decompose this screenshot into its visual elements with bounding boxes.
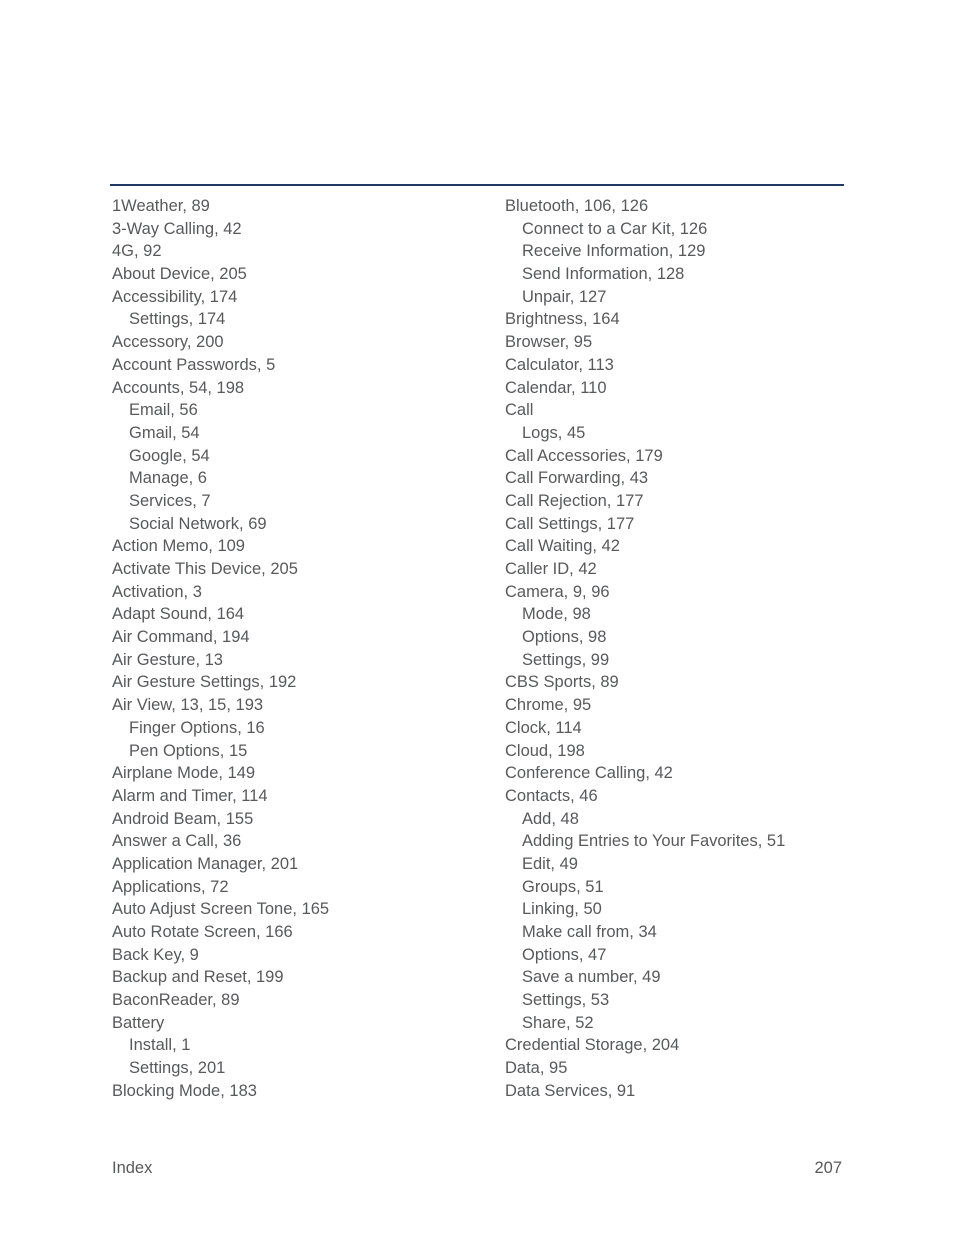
index-entry: Battery [112, 1013, 165, 1032]
index-entry: Calculator, 113 [505, 355, 614, 374]
index-entry: Call Forwarding, 43 [505, 469, 649, 488]
index-entry: Applications, 72 [112, 877, 229, 896]
index-subentry: Make call from, 34 [522, 923, 657, 941]
index-subentry: Share, 52 [522, 1013, 594, 1032]
index-subentry: Logs, 45 [522, 423, 586, 442]
index-entry: Application Manager, 201 [112, 854, 299, 873]
index-column-right [505, 195, 785, 1103]
index-entry: CBS Sports, 89 [505, 673, 619, 692]
index-subentry: Finger Options, 16 [129, 718, 265, 737]
index-entry: Airplane Mode, 149 [112, 764, 256, 783]
index-subentry: Services, 7 [129, 491, 211, 510]
index-entry: Accessory, 200 [112, 333, 224, 352]
index-subentry: Pen Options, 15 [129, 741, 248, 760]
index-entry: Call Settings, 177 [505, 514, 635, 533]
index-subentry: Options, 47 [522, 945, 607, 964]
index-entry: Accessibility, 174 [112, 287, 238, 306]
header-rule [110, 184, 844, 186]
index-subentry: Options, 98 [522, 628, 607, 647]
index-subentry: Manage, 6 [129, 469, 207, 488]
index-entry: Accounts, 54, 198 [112, 378, 245, 397]
index-subentry: Email, 56 [129, 401, 198, 420]
index-entry: Answer a Call, 36 [112, 832, 242, 851]
index-subentry: Social Network, 69 [129, 514, 267, 533]
index-entry: About Device, 205 [112, 265, 247, 284]
index-subentry: Gmail, 54 [129, 423, 200, 442]
index-subentry: Unpair, 127 [522, 287, 607, 306]
index-entry: Contacts, 46 [505, 786, 598, 805]
index-entry: Account Passwords, 5 [112, 355, 276, 374]
index-entry: Auto Rotate Screen, 166 [112, 923, 293, 941]
index-entry: Cloud, 198 [505, 741, 585, 760]
index-entry: Activate This Device, 205 [112, 560, 298, 578]
index-entry: BaconReader, 89 [112, 991, 240, 1010]
index-subentry: Install, 1 [129, 1036, 191, 1055]
index-entry: Activation, 3 [112, 582, 202, 601]
index-entry: Adapt Sound, 164 [112, 605, 245, 624]
index-subentry: Add, 48 [522, 809, 579, 828]
index-entry: Clock, 114 [505, 718, 582, 737]
index-entry: Air Gesture, 13 [112, 650, 223, 669]
index-subentry: Google, 54 [129, 446, 210, 465]
index-subentry: Save a number, 49 [522, 968, 661, 987]
index-entry: Auto Adjust Screen Tone, 165 [112, 900, 330, 919]
index-entry: Data Services, 91 [505, 1081, 636, 1100]
index-entry: Back Key, 9 [112, 945, 199, 964]
index-entry: Data, 95 [505, 1059, 568, 1078]
index-subentry: Settings, 99 [522, 650, 610, 669]
index-subentry: Groups, 51 [522, 877, 604, 896]
index-entry: Air Gesture Settings, 192 [112, 673, 297, 692]
index-entry: Browser, 95 [505, 333, 593, 352]
index-entry: Bluetooth, 106, 126 [505, 197, 649, 215]
index-subentry: Mode, 98 [522, 605, 591, 624]
index-entry: Caller ID, 42 [505, 560, 597, 578]
index-entry: Call [505, 401, 534, 420]
index-entry: Call Rejection, 177 [505, 491, 644, 510]
index-subentry: Settings, 174 [129, 310, 226, 329]
index-entry: 4G, 92 [112, 242, 162, 261]
index-entry: Blocking Mode, 183 [112, 1081, 257, 1100]
index-entry: Action Memo, 109 [112, 537, 245, 556]
index-entry: Credential Storage, 204 [505, 1036, 680, 1055]
index-entry: Alarm and Timer, 114 [112, 786, 268, 805]
index-entry: 3-Way Calling, 42 [112, 219, 242, 238]
index-entry: Chrome, 95 [505, 696, 592, 715]
index-entry: Brightness, 164 [505, 310, 620, 329]
index-column-left [112, 195, 329, 1103]
index-subentry: Settings, 53 [522, 991, 610, 1010]
index-entry: Air View, 13, 15, 193 [112, 696, 264, 715]
index-entry: Call Accessories, 179 [505, 446, 663, 465]
index-entry: Backup and Reset, 199 [112, 968, 284, 987]
index-entry: Camera, 9, 96 [505, 582, 610, 601]
index-entry: Call Waiting, 42 [505, 537, 620, 556]
index-subentry: Send Information, 128 [522, 265, 685, 284]
index-subentry: Adding Entries to Your Favorites, 51 [522, 832, 786, 851]
index-entry: Air Command, 194 [112, 628, 250, 647]
index-subentry: Linking, 50 [522, 900, 602, 919]
index-entry: Calendar, 110 [505, 378, 607, 397]
index-entry: Conference Calling, 42 [505, 764, 673, 783]
footer-section-label: Index [112, 1159, 153, 1177]
index-subentry: Connect to a Car Kit, 126 [522, 219, 708, 238]
index-entry: Android Beam, 155 [112, 809, 254, 828]
index-subentry: Edit, 49 [522, 854, 578, 873]
index-entry: 1Weather, 89 [112, 197, 210, 215]
index-subentry: Settings, 201 [129, 1059, 226, 1078]
index-subentry: Receive Information, 129 [522, 242, 706, 261]
footer-page-number: 207 [814, 1159, 842, 1177]
